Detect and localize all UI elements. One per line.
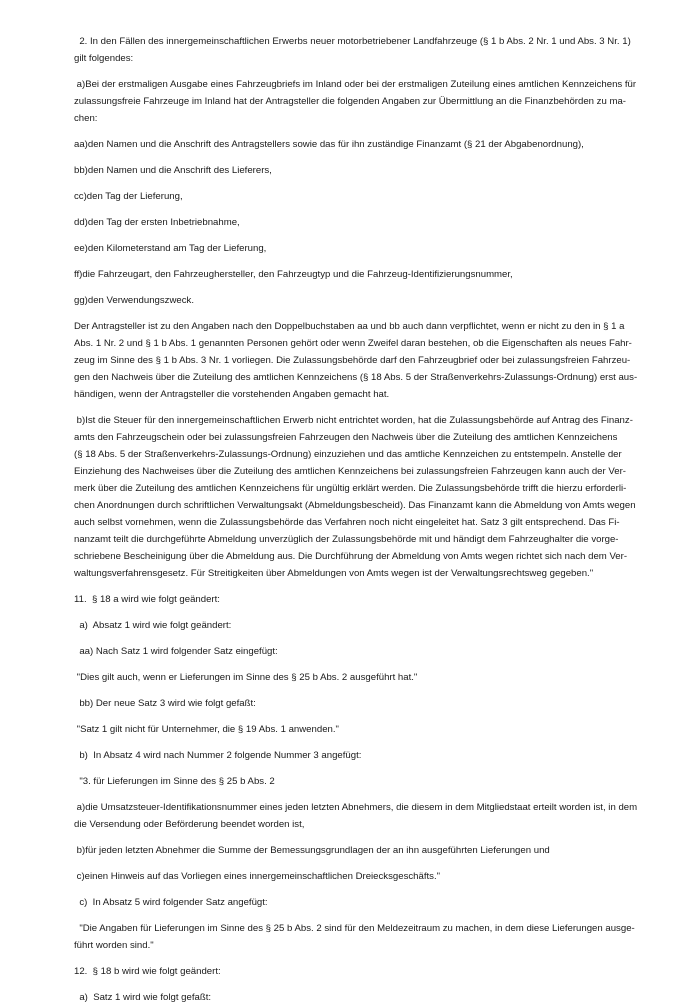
paragraph (74, 33, 640, 67)
paragraph (74, 617, 640, 634)
paragraph (74, 669, 640, 686)
paragraph (74, 318, 640, 403)
text-line: amts den Fahrzeugschein oder bei zulassungsfreien Fahrzeugen den Nachweis über die Zuteilung des amtlichen Kennzeichens (74, 432, 618, 443)
paragraph (74, 76, 640, 127)
paragraph (74, 136, 640, 153)
text-line: bb) Der neue Satz 3 wird wie folgt gefaßt: (74, 698, 256, 709)
text-line: "3. für Lieferungen im Sinne des § 25 b Abs. 2 (74, 776, 275, 787)
paragraph (74, 292, 640, 309)
text-line: zeug im Sinne des § 1 b Abs. 3 Nr. 1 vorliegen. Die Zulassungsbehörde darf den Fahrzeugbrief oder bei zulassungsfreien Fahrzeu- (74, 355, 631, 366)
text-line: auch selbst vornehmen, wenn die Zulassungsbehörde das Verfahren noch nicht eingeleitet hat. Satz 3 gilt entsprechend. Das Fi- (74, 517, 620, 528)
paragraph (74, 412, 640, 582)
paragraph (74, 868, 640, 885)
paragraph (74, 721, 640, 738)
paragraph (74, 989, 640, 1006)
paragraph (74, 240, 640, 257)
text-line: a)die Umsatzsteuer-Identifikationsnummer eines jeden letzten Abnehmers, die diesem in dem Mitgliedstaat erteilt worden ist, in dem (74, 802, 638, 813)
text-line: führt worden sind." (74, 940, 154, 951)
text-line: ff)die Fahrzeugart, den Fahrzeughersteller, den Fahrzeugtyp und die Fahrzeug-Identifizierungsnummer, (74, 269, 513, 280)
text-line: ee)den Kilometerstand am Tag der Lieferung, (74, 243, 267, 254)
text-line: 11. § 18 a wird wie folgt geändert: (74, 594, 220, 605)
text-line: merk über die Zuteilung des amtlichen Kennzeichens für ungültig erklärt werden. Die Zulassungsbehörde trifft die hierzu erforderli- (74, 483, 627, 494)
paragraph (74, 799, 640, 833)
text-line: chen Anordnungen durch schriftlichen Verwaltungsakt (Abmeldungsbescheid). Das Finanzamt kann die Abmeldung von Amts wegen (74, 500, 636, 511)
paragraph (74, 920, 640, 954)
text-line: b)für jeden letzten Abnehmer die Summe der Bemessungsgrundlagen der an ihn ausgeführten Lieferungen und (74, 845, 550, 856)
text-line: "Satz 1 gilt nicht für Unternehmer, die § 19 Abs. 1 anwenden." (74, 724, 339, 735)
text-line: 12. § 18 b wird wie folgt geändert: (74, 966, 221, 977)
text-line: Einziehung des Nachweises über die Zuteilung des amtlichen Kennzeichens bei zulassungsfreien Fahrzeugen kann auch der Ver- (74, 466, 626, 477)
text-line: c) In Absatz 5 wird folgender Satz angefügt: (74, 897, 268, 908)
text-line: aa)den Namen und die Anschrift des Antragstellers sowie das für ihn zuständige Finanzamt (§ 21 der Abgabenordnung), (74, 139, 584, 150)
text-line: Abs. 1 Nr. 2 und § 1 b Abs. 1 genannten Personen gehört oder wenn Zweifel daran bestehen, ob die Eigenschaften als neues Fahr- (74, 338, 632, 349)
paragraph (74, 963, 640, 980)
paragraph (74, 695, 640, 712)
paragraph (74, 591, 640, 608)
text-line: waltungsverfahrensgesetz. Für Streitigkeiten über Abmeldungen von Amts wegen ist der Verwaltungsrechtsweg gegeben." (74, 568, 594, 579)
paragraph (74, 747, 640, 764)
text-line: dd)den Tag der ersten Inbetriebnahme, (74, 217, 240, 228)
text-line: cc)den Tag der Lieferung, (74, 191, 183, 202)
text-line: (§ 18 Abs. 5 der Straßenverkehrs-Zulassungs-Ordnung) einzuziehen und das amtliche Kennzeichen zu entstempeln. Anstelle der (74, 449, 622, 460)
text-line: nanzamt teilt die durchgeführte Abmeldung unverzüglich der Zulassungsbehörde mit und händigt dem Fahrzeughalter die vorge- (74, 534, 619, 545)
text-line: 2. In den Fällen des innergemeinschaftlichen Erwerbs neuer motorbetriebener Landfahrzeuge (§ 1 b Abs. 2 Nr. 1 und Abs. 3 Nr. 1) (74, 36, 631, 47)
text-line: b) In Absatz 4 wird nach Nummer 2 folgende Nummer 3 angefügt: (74, 750, 362, 761)
text-line: b)Ist die Steuer für den innergemeinschaftlichen Erwerb nicht entrichtet worden, hat die Zulassungsbehörde auf Antrag des Finanz- (74, 415, 633, 426)
paragraph (74, 842, 640, 859)
text-line: a) Absatz 1 wird wie folgt geändert: (74, 620, 232, 631)
text-line: zulassungsfreie Fahrzeuge im Inland hat der Antragsteller die folgenden Angaben zur Übermittlung an die Finanzbehörden zu ma- (74, 96, 626, 107)
text-line: gen den Nachweis über die Zuteilung des amtlichen Kennzeichens (§ 18 Abs. 5 der Straßenverkehrs-Zulassungs-Ordnung) erst aus- (74, 372, 638, 383)
paragraph (74, 894, 640, 911)
paragraph (74, 643, 640, 660)
text-line: schriebene Bescheinigung über die Abmeldung aus. Die Durchführung der Abmeldung von Amts wegen richtet sich nach dem Ver- (74, 551, 628, 562)
text-line: "Die Angaben für Lieferungen im Sinne des § 25 b Abs. 2 sind für den Meldezeitraum zu machen, in dem diese Lieferungen ausge- (74, 923, 635, 934)
text-line: aa) Nach Satz 1 wird folgender Satz eingefügt: (74, 646, 278, 657)
paragraph (74, 773, 640, 790)
text-line: chen: (74, 113, 98, 124)
text-line: "Dies gilt auch, wenn er Lieferungen im Sinne des § 25 b Abs. 2 ausgeführt hat." (74, 672, 418, 683)
paragraph (74, 188, 640, 205)
text-line: Der Antragsteller ist zu den Angaben nach den Doppelbuchstaben aa und bb auch dann verpflichtet, wenn er nicht zu den in § 1 a (74, 321, 625, 332)
text-line: a) Satz 1 wird wie folgt gefaßt: (74, 992, 212, 1003)
text-line: gg)den Verwendungszweck. (74, 295, 194, 306)
text-line: a)Bei der erstmaligen Ausgabe eines Fahrzeugbriefs im Inland oder bei der erstmaligen Zuteilung eines amtlichen Kennzeichens für (74, 79, 637, 90)
paragraph (74, 266, 640, 283)
text-line: händigen, wenn der Antragsteller die vorstehenden Angaben gemacht hat. (74, 389, 390, 400)
paragraph (74, 162, 640, 179)
text-line: bb)den Namen und die Anschrift des Lieferers, (74, 165, 272, 176)
text-line: c)einen Hinweis auf das Vorliegen eines innergemeinschaftlichen Dreiecksgeschäfts." (74, 871, 441, 882)
text-line: gilt folgendes: (74, 53, 134, 64)
text-line: die Versendung oder Beförderung beendet worden ist, (74, 819, 305, 830)
paragraph (74, 214, 640, 231)
